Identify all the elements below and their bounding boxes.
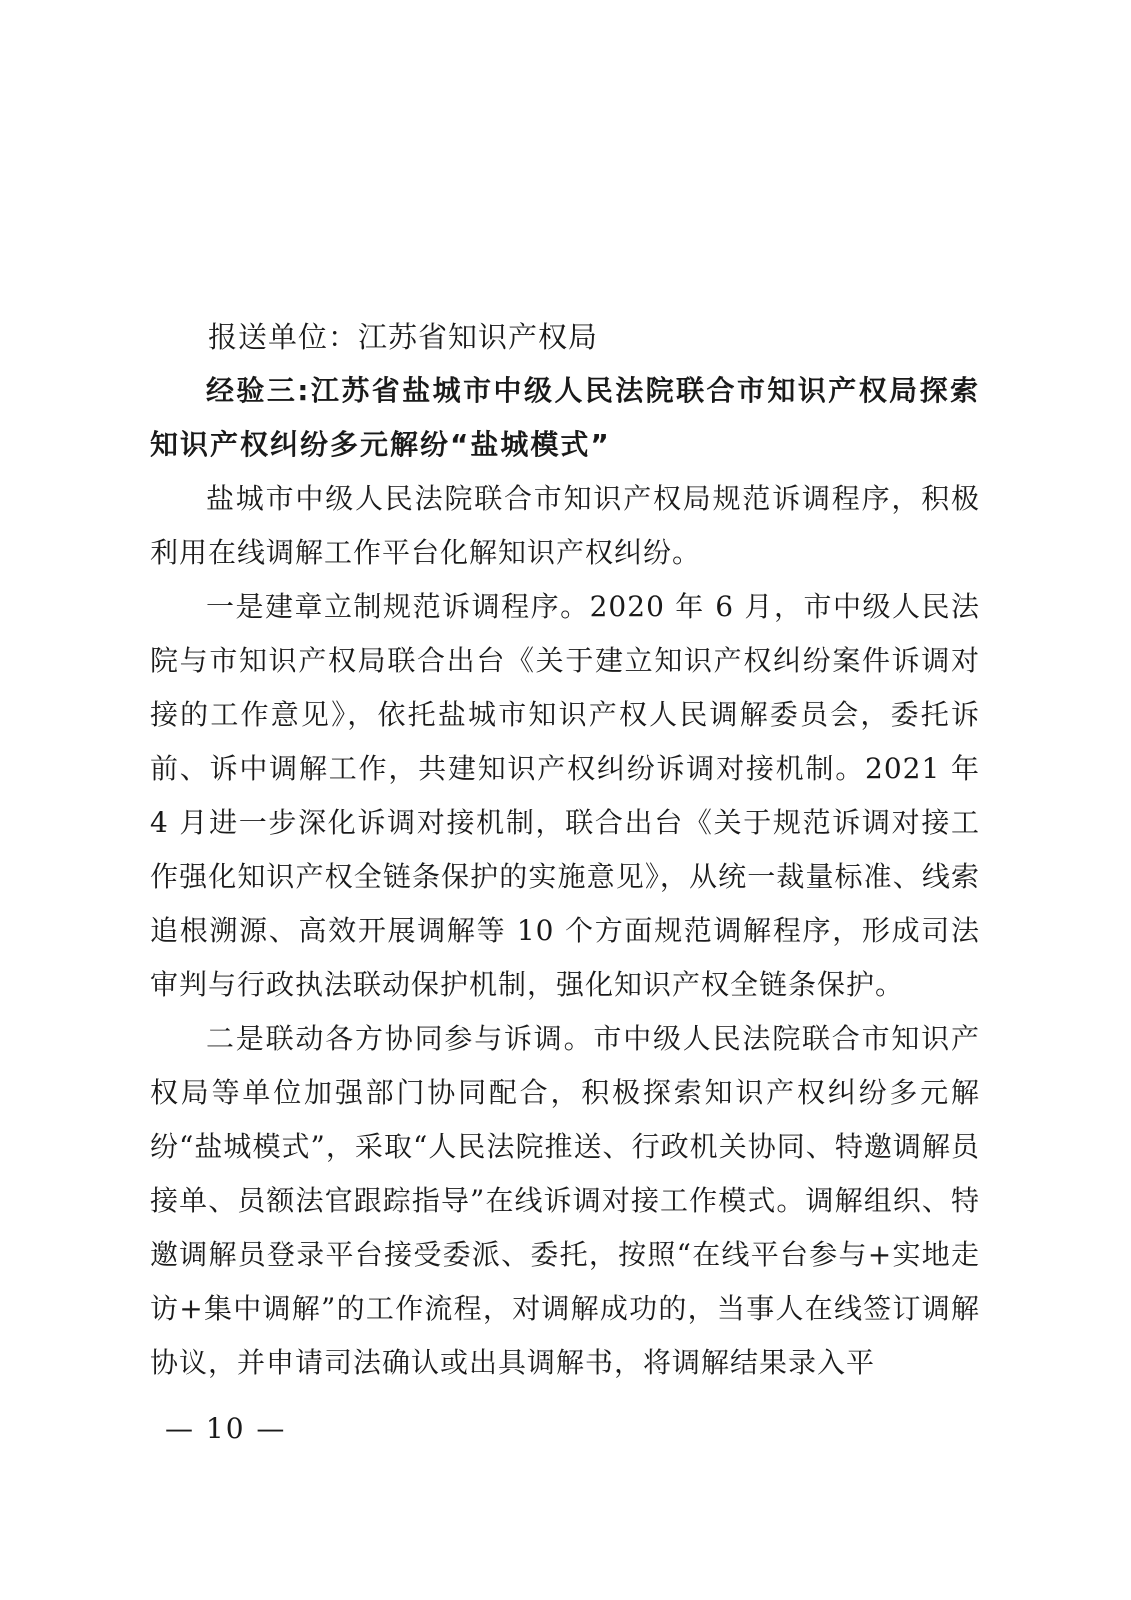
body-paragraph-intro: 盐城市中级人民法院联合市知识产权局规范诉调程序，积极利用在线调解工作平台化解知识产权纠纷。 xyxy=(150,482,980,569)
body-paragraph-1: 一是建章立制规范诉调程序。2020 年 6 月，市中级人民法院与市知识产权局联合出台《关于建立知识产权纠纷案件诉调对接的工作意见》，依托盐城市知识产权人民调解委员会，委托诉前、诉中调解工作，共建知识产权纠纷诉调对接机制。2021 年 4 月进一步深化诉调对接机制，联合出台《关于规范诉调对接工作强化知识产权全链条保护的实施意见》，从统一裁量标准、线索追根溯源、高效开展调解等 10 个方面规范调解程序，形成司法审判与行政执法联动保护机制，强化知识产权全链条保护。 xyxy=(150,590,980,1001)
document-body xyxy=(150,310,980,1390)
submitter-line: 报送单位：江苏省知识产权局 xyxy=(208,320,599,354)
body-paragraph-2: 二是联动各方协同参与诉调。市中级人民法院联合市知识产权局等单位加强部门协同配合，积极探索知识产权纠纷多元解纷“盐城模式”，采取“人民法院推送、行政机关协同、特邀调解员接单、员额法官跟踪指导”在线诉调对接工作模式。调解组织、特邀调解员登录平台接受委派、委托，按照“在线平台参与+实地走访+集中调解”的工作流程，对调解成功的，当事人在线签订调解协议，并申请司法确认或出具调解书，将调解结果录入平 xyxy=(150,1022,980,1379)
page-number: — 10 — xyxy=(165,1412,287,1445)
section-heading: 经验三:江苏省盐城市中级人民法院联合市知识产权局探索知识产权纠纷多元解纷“盐城模式” xyxy=(150,374,980,461)
